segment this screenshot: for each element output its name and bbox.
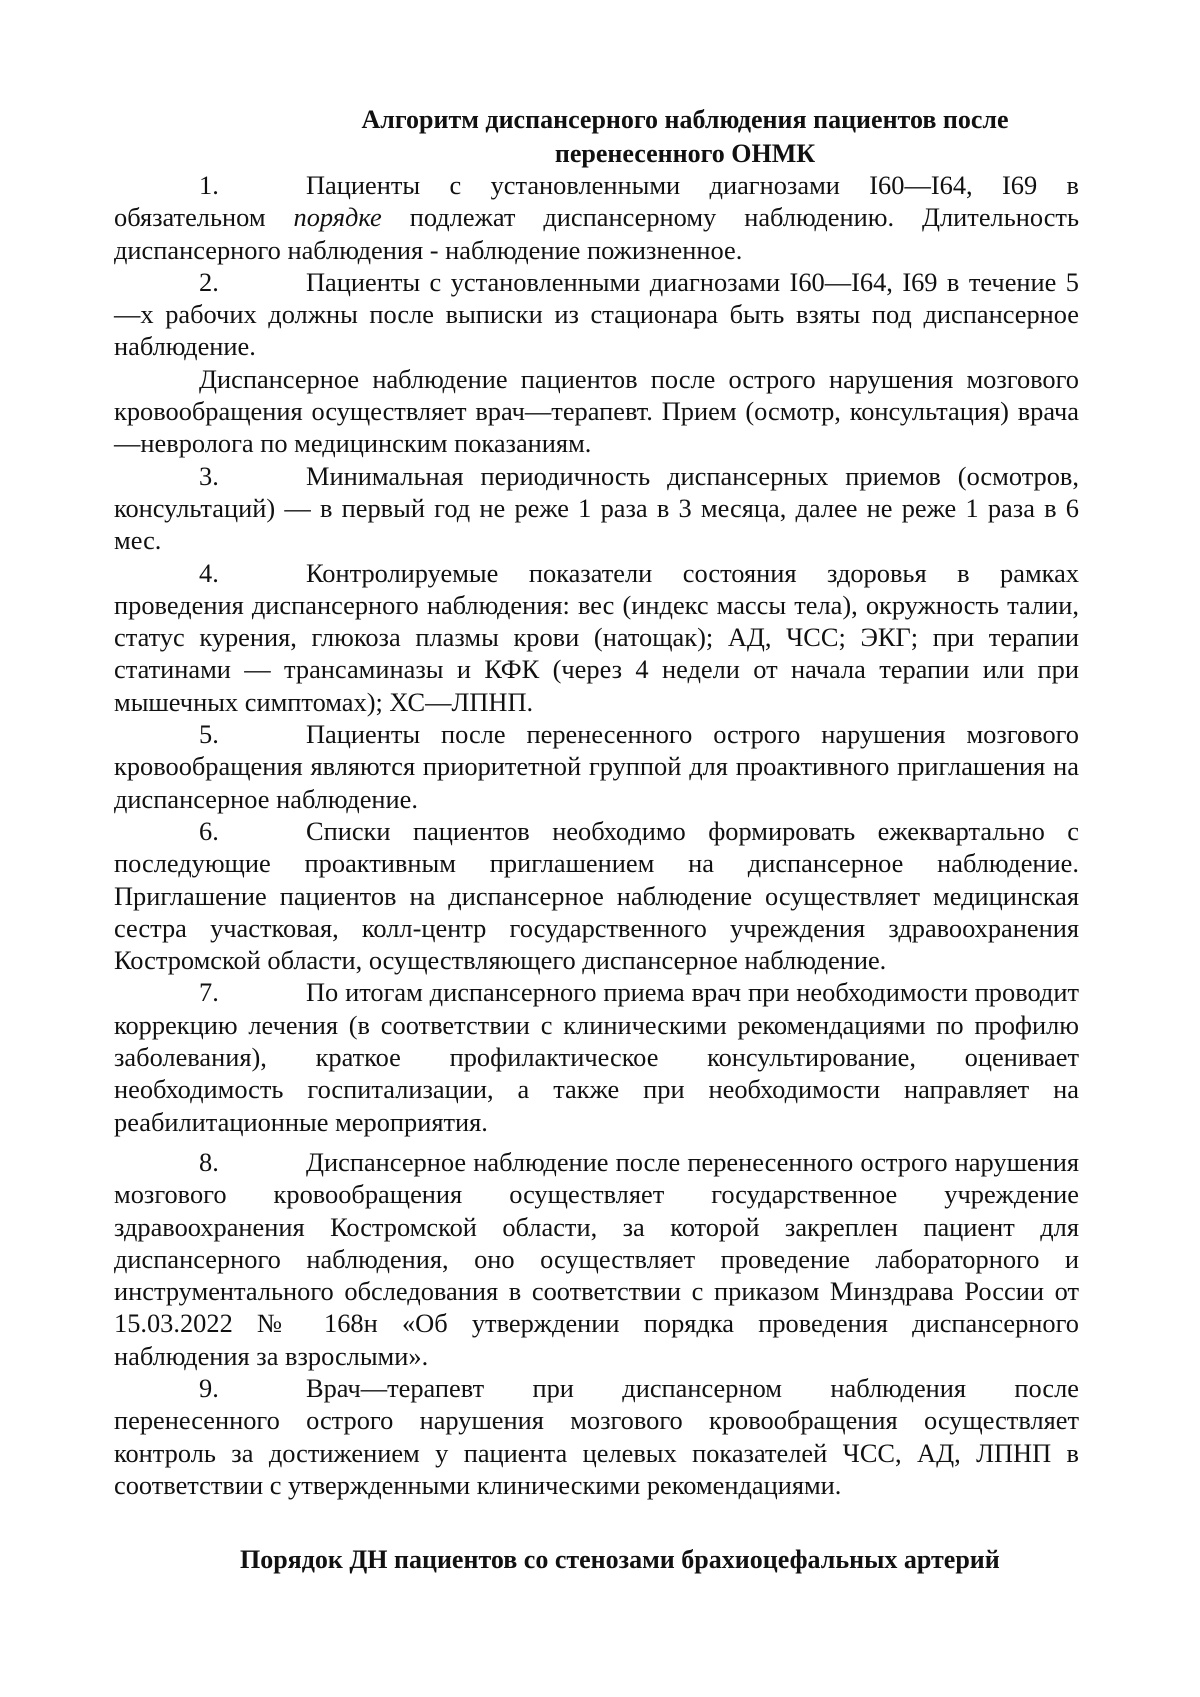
- item-number: 5.: [199, 719, 219, 750]
- item-text: По итогам диспансерного приема врач при необходимости проводит коррекцию лечения (в соответствии с клиническими рекомендациями по профилю заболевания), краткое профилактическое консультирование, оценивает необходимость госпитализации, а также при необходимости направляет на реабилитационные мероприятия.: [114, 977, 1079, 1137]
- item-number: 7.: [199, 977, 219, 1008]
- item-number: 2.: [199, 266, 219, 297]
- item-number: 9.: [199, 1372, 219, 1403]
- item-text: Пациенты с установленными диагнозами I60—I64, I69 в обязательном: [114, 170, 1079, 233]
- list-item-1: [114, 169, 1079, 266]
- document-body: [114, 169, 1079, 1501]
- list-item-3: [114, 460, 1079, 557]
- item-number: 6.: [199, 815, 219, 846]
- item-text-continued: подлежат диспансерному наблюдению. Длительность диспансерного наблюдения - наблюдение пожизненное.: [114, 202, 1080, 265]
- list-item-9: [114, 1372, 1079, 1501]
- list-item-6: [114, 815, 1079, 976]
- list-item-2: [114, 266, 1079, 363]
- item-text: Диспансерное наблюдение после перенесенного острого нарушения мозгового кровообращения осуществляет государственное учреждение здравоохранения Костромской области, за которой закреплен пациент для диспансерного наблюдения, оно осуществляет проведение лабораторного и инструментального обследования в соответствии с приказом Минздрава России от 15.03.2022 № 168н «Об утверждении порядка проведения диспансерного наблюдения за взрослыми».: [114, 1146, 1079, 1371]
- paragraph-observation: [114, 363, 1079, 460]
- item-text: Минимальная периодичность диспансерных приемов (осмотров, консультаций) — в первый год не реже 1 раза в 3 месяца, далее не реже 1 раза в 6 мес.: [114, 460, 1079, 556]
- item-text: Врач—терапевт при диспансерном наблюдения после перенесенного острого нарушения мозгового кровообращения осуществляет контроль за достижением у пациента целевых показателей ЧСС, АД, ЛПНП в соответствии с утвержденными клиническими рекомендациями.: [114, 1372, 1079, 1500]
- item-text: Диспансерное наблюдение пациентов после острого нарушения мозгового кровообращения осуществляет врач—терапевт. Прием (осмотр, консультация) врача—невролога по медицинским показаниям.: [114, 363, 1079, 459]
- item-text: Пациенты с установленными диагнозами I60—I64, I69 в течение 5—х рабочих должны после выписки из стационара быть взяты под диспансерное наблюдение.: [114, 266, 1079, 362]
- document-title-line-2: перенесенного ОНМК: [554, 139, 816, 168]
- list-item-5: [114, 718, 1079, 815]
- list-item-7: [114, 976, 1079, 1137]
- item-number: 3.: [199, 460, 219, 491]
- section-subtitle: Порядок ДН пациентов со стенозами брахиоцефальных артерий: [240, 1545, 1000, 1574]
- document-title-line-1: Алгоритм диспансерного наблюдения пациентов после: [361, 105, 1009, 134]
- item-text: Контролируемые показатели состояния здоровья в рамках проведения диспансерного наблюдения: вес (индекс массы тела), окружность талии, статус курения, глюкоза плазмы крови (натощак); АД, ЧСС; ЭКГ; при терапии статинами — трансаминазы и КФК (через 4 недели от начала терапии или при мышечных симптомах); ХС—ЛПНП.: [114, 557, 1079, 717]
- document-title: [290, 103, 1080, 171]
- item-text: Пациенты после перенесенного острого нарушения мозгового кровообращения являются приоритетной группой для проактивного приглашения на диспансерное наблюдение.: [114, 719, 1079, 814]
- item-number: 8.: [199, 1146, 219, 1177]
- list-item-8: [114, 1146, 1079, 1372]
- item-number: 1.: [199, 170, 219, 200]
- item-text-italic: порядке: [293, 202, 382, 233]
- list-item-4: [114, 557, 1079, 718]
- item-number: 4.: [199, 557, 219, 588]
- item-text: Списки пациентов необходимо формировать ежеквартально с последующие проактивным приглашением на диспансерное наблюдение. Приглашение пациентов на диспансерное наблюдение осуществляет медицинская сестра участковая, колл-центр государственного учреждения здравоохранения Костромской области, осуществляющего диспансерное наблюдение.: [114, 815, 1079, 976]
